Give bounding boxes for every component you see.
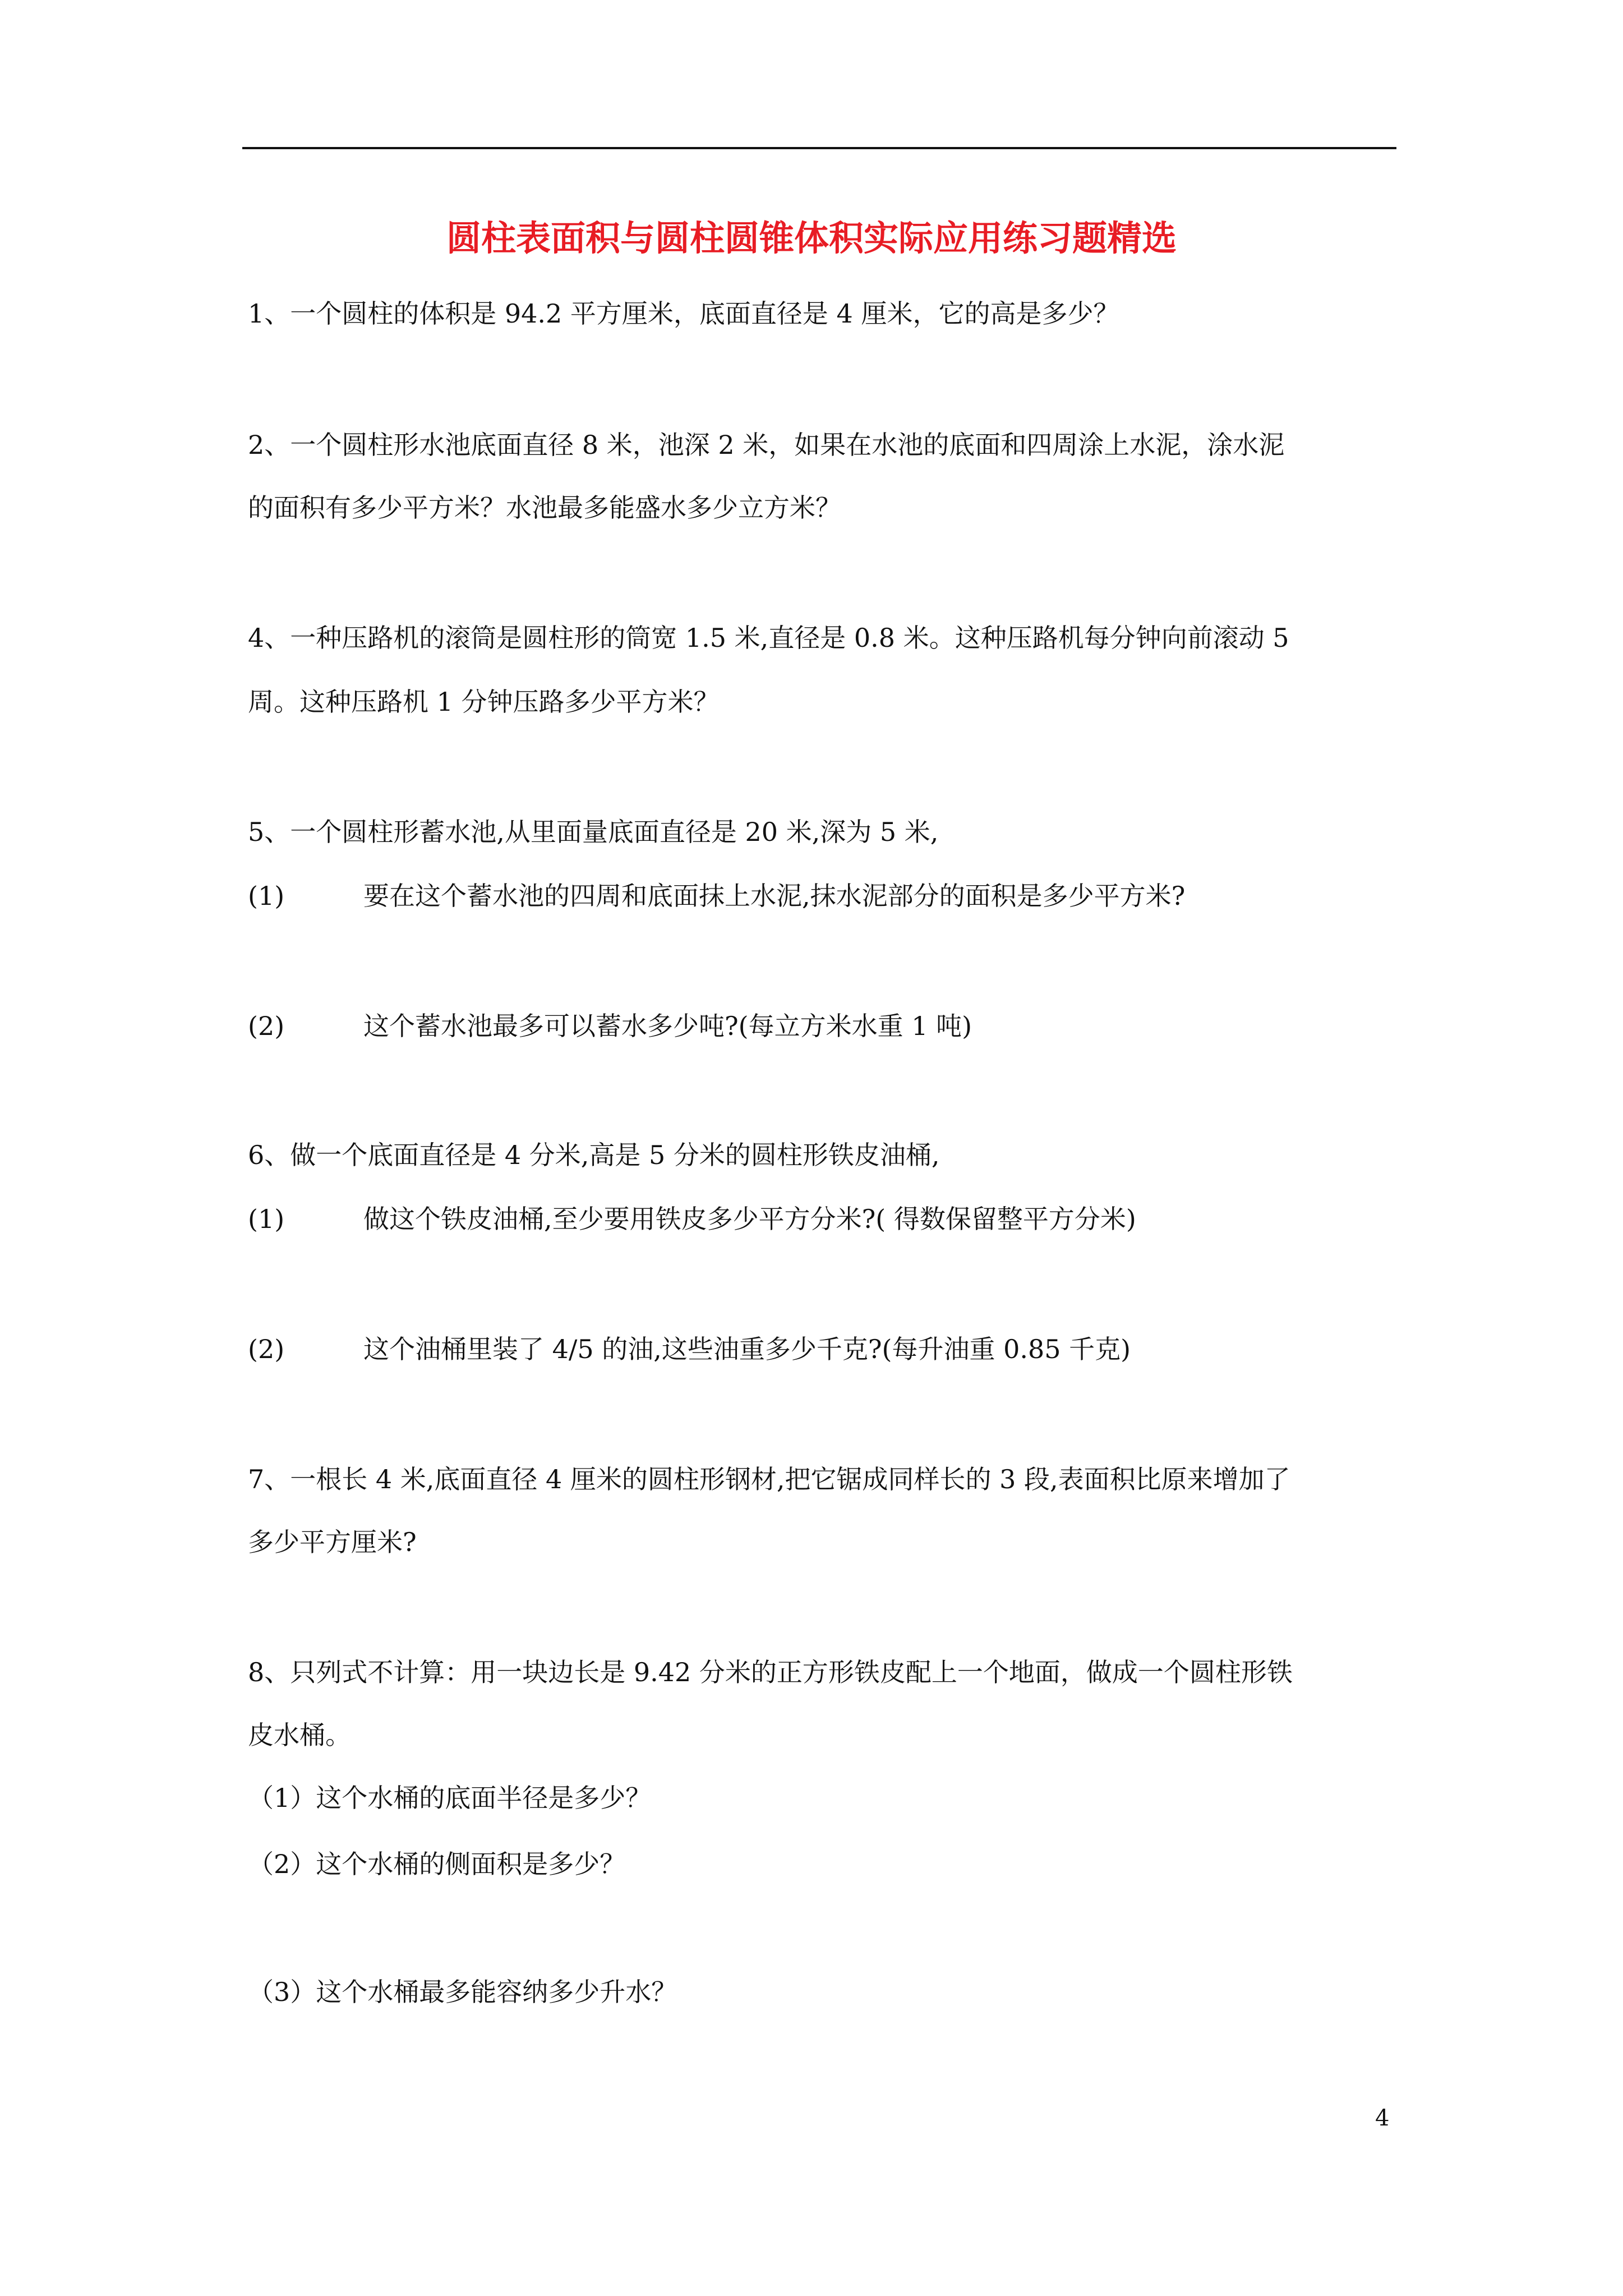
question-7-line-1: 7、一根长 4 米,底面直径 4 厘米的圆柱形钢材,把它锯成同样长的 3 段,表面积比原来增加了 bbox=[248, 1464, 1290, 1494]
question-5-sub-1-number: (1) bbox=[248, 881, 285, 911]
question-6-line-1: 6、做一个底面直径是 4 分米,高是 5 分米的圆柱形铁皮油桶, bbox=[248, 1140, 940, 1170]
question-6-sub-1-text: 做这个铁皮油桶,至少要用铁皮多少平方分米?( 得数保留整平方分米) bbox=[363, 1204, 1136, 1234]
question-6-sub-1-number: (1) bbox=[248, 1204, 285, 1234]
question-8-line-2: 皮水桶。 bbox=[248, 1720, 351, 1750]
question-2-line-2: 的面积有多少平方米？水池最多能盛水多少立方米？ bbox=[248, 493, 841, 523]
question-5-sub-2-number: (2) bbox=[248, 1011, 285, 1041]
page-title: 圆柱表面积与圆柱圆锥体积实际应用练习题精选 bbox=[446, 218, 1177, 259]
header-rule bbox=[242, 147, 1396, 149]
question-8-sub-3: （3）这个水桶最多能容纳多少升水？ bbox=[248, 1977, 677, 2007]
question-8-sub-2: （2）这个水桶的侧面积是多少？ bbox=[248, 1849, 626, 1879]
question-4-line-2: 周。这种压路机 1 分钟压路多少平方米？ bbox=[248, 687, 720, 717]
question-1-line-1: 1、一个圆柱的体积是 94.2 平方厘米，底面直径是 4 厘米，它的高是多少？ bbox=[248, 298, 1119, 329]
question-8-sub-1: （1）这个水桶的底面半径是多少？ bbox=[248, 1783, 652, 1813]
question-5-line-1: 5、一个圆柱形蓄水池,从里面量底面直径是 20 米,深为 5 米, bbox=[248, 817, 939, 847]
question-5-sub-2-text: 这个蓄水池最多可以蓄水多少吨?(每立方米水重 1 吨) bbox=[363, 1011, 972, 1041]
question-6-sub-2-text: 这个油桶里装了 4/5 的油,这些油重多少千克?(每升油重 0.85 千克) bbox=[363, 1334, 1131, 1364]
question-6-sub-2-number: (2) bbox=[248, 1334, 285, 1364]
question-4-line-1: 4、一种压路机的滚筒是圆柱形的筒宽 1.5 米,直径是 0.8 米。这种压路机每分钟向前滚动 5 bbox=[248, 623, 1289, 653]
question-8-line-1: 8、只列式不计算：用一块边长是 9.42 分米的正方形铁皮配上一个地面，做成一个圆柱形铁 bbox=[248, 1657, 1293, 1687]
page-number: 4 bbox=[1375, 2105, 1390, 2131]
question-7-line-2: 多少平方厘米? bbox=[248, 1527, 417, 1557]
question-2-line-1: 2、一个圆柱形水池底面直径 8 米，池深 2 米，如果在水池的底面和四周涂上水泥，涂水泥 bbox=[248, 430, 1285, 460]
question-5-sub-1-text: 要在这个蓄水池的四周和底面抹上水泥,抹水泥部分的面积是多少平方米? bbox=[363, 881, 1186, 911]
